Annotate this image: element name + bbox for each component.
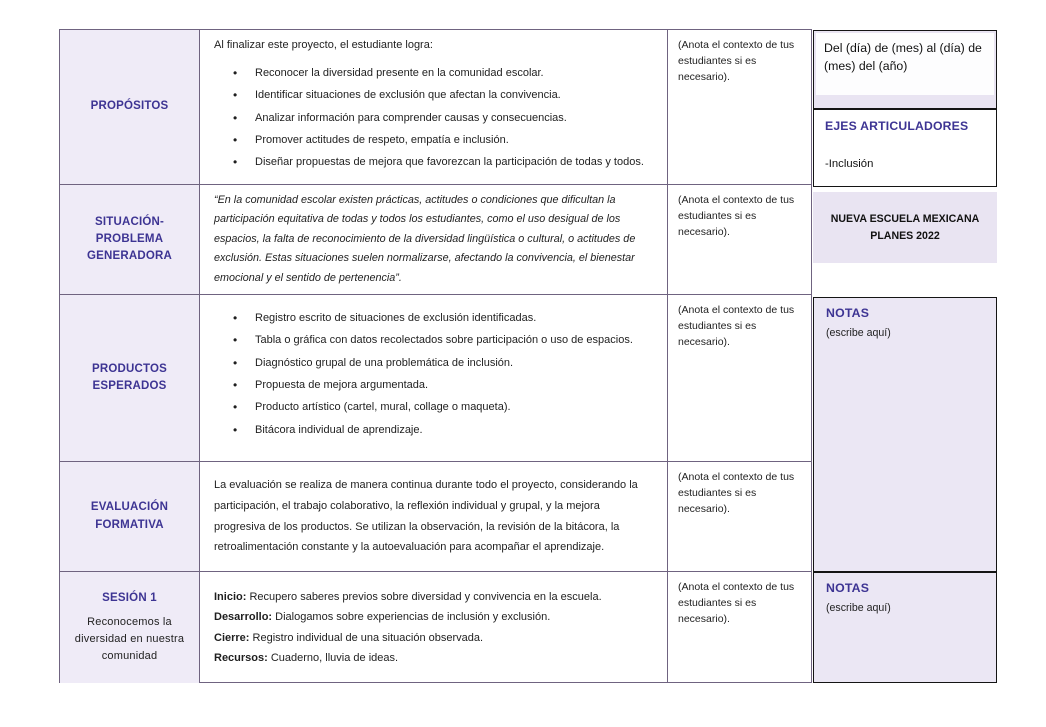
planning-table — [59, 29, 812, 683]
session-line-label: Inicio: — [214, 590, 247, 603]
bullet-item: • Reconocer la diversidad presente en la comunidad escolar. — [233, 66, 651, 81]
situacion-problema-quote: “En la comunidad escolar existen prácticas, actitudes o condiciones que dificultan la participación equitativa de todas y todos los estudiantes, como el uso desigual de los espacios, la falta de reconocimiento de la diversidad lingüística o cultural, o actitudes de exclusión. Estas situaciones suelen normalizarse, afectando la convivencia, el bienestar emocional y el sentido de pertenencia”. — [214, 193, 636, 284]
date-range-box[interactable] — [813, 30, 997, 109]
bullet-item: • Diseñar propuestas de mejora que favorezcan la participación de todas y todos. — [233, 155, 651, 170]
bullet-item: • Identificar situaciones de exclusión que afectan la convivencia. — [233, 88, 651, 103]
ejes-articuladores-item: -Inclusión — [825, 158, 874, 170]
propositos-bullet-list — [233, 66, 651, 170]
row-header-situacion-problema — [60, 185, 200, 295]
ejes-articuladores-title: EJES ARTICULADORES — [825, 119, 969, 133]
row-header-label: SESIÓN 1 — [102, 592, 157, 605]
session-line-label: Recursos: — [214, 651, 268, 664]
session-line-desarrollo — [214, 607, 649, 627]
bullet-item: • Analizar información para comprender causas y consecuencias. — [233, 111, 651, 126]
propositos-content — [200, 30, 668, 185]
situacion-problema-content — [200, 185, 668, 295]
notes-placeholder[interactable]: (escribe aquí) — [826, 327, 891, 339]
session-line-text: Dialogamos sobre experiencias de inclusión y exclusión. — [272, 611, 551, 624]
bullet-item: • Tabla o gráfica con datos recolectados sobre participación o uso de espacios. — [233, 333, 649, 348]
row-header-productos-esperados — [60, 295, 200, 462]
context-note: (Anota el contexto de tus estudiantes si es necesario). — [678, 581, 795, 625]
notes-box-1[interactable] — [813, 297, 997, 572]
productos-bullet-list — [233, 311, 649, 445]
session-line-text: Cuaderno, lluvia de ideas. — [267, 651, 399, 664]
context-note: (Anota el contexto de tus estudiantes si es necesario). — [678, 194, 795, 238]
notes-placeholder[interactable]: (escribe aquí) — [826, 602, 891, 614]
date-range-field[interactable]: Del (día) de (mes) al (día) de (mes) del (año) — [816, 33, 994, 95]
nem-badge — [813, 192, 997, 263]
row-header-label: PROPÓSITOS — [90, 100, 169, 113]
context-note-cell[interactable] — [668, 572, 812, 683]
ejes-articuladores-box — [813, 109, 997, 187]
context-note-cell[interactable] — [668, 30, 812, 185]
nem-badge-line1: NUEVA ESCUELA MEXICANA — [830, 212, 980, 225]
planning-sheet — [59, 29, 999, 683]
nem-badge-line2: PLANES 2022 — [870, 229, 940, 242]
sesion-1-content — [200, 572, 668, 683]
context-note-cell[interactable] — [668, 295, 812, 462]
productos-esperados-content — [200, 295, 668, 462]
row-header-evaluacion-formativa — [60, 462, 200, 572]
context-note: (Anota el contexto de tus estudiantes si es necesario). — [678, 471, 795, 515]
bullet-item: • Bitácora individual de aprendizaje. — [233, 423, 649, 438]
row-header-label: EVALUACIÓN FORMATIVA — [90, 501, 169, 531]
nem-badge-text — [831, 211, 980, 245]
evaluacion-formativa-content — [200, 462, 668, 572]
row-header-propositos — [60, 30, 200, 185]
session-line-recursos — [214, 648, 649, 668]
notes-title: NOTAS — [826, 306, 870, 320]
notes-box-2[interactable] — [813, 572, 997, 683]
bullet-item: • Diagnóstico grupal de una problemática de inclusión. — [233, 356, 649, 371]
session-line-label: Desarrollo: — [214, 611, 273, 624]
context-note-cell[interactable] — [668, 462, 812, 572]
session-line-text: Registro individual de una situación observada. — [249, 631, 484, 644]
session-line-label: Cierre: — [214, 631, 250, 644]
propositos-intro: Al finalizar este proyecto, el estudiante logra: — [214, 39, 433, 51]
evaluacion-formativa-text: La evaluación se realiza de manera continua durante todo el proyecto, considerando la participación, el trabajo colaborativo, la reflexión individual y grupal, y la mejora progresiva de los productos. Se utilizan la observación, la revisión de la bitácora, la retroalimentación constante y la autoevaluación para acompañar el aprendizaje. — [214, 478, 638, 554]
context-note: (Anota el contexto de tus estudiantes si es necesario). — [678, 304, 795, 348]
bullet-item: • Producto artístico (cartel, mural, collage o maqueta). — [233, 400, 649, 415]
row-header-label: SITUACIÓN-PROBLEMA GENERADORA — [86, 215, 173, 263]
row-header-sesion-1 — [60, 572, 200, 683]
bullet-item: • Promover actitudes de respeto, empatía e inclusión. — [233, 133, 651, 148]
context-note: (Anota el contexto de tus estudiantes si es necesario). — [678, 39, 795, 83]
session-line-inicio — [214, 587, 649, 607]
notes-title: NOTAS — [826, 581, 870, 595]
row-header-label: PRODUCTOS ESPERADOS — [91, 362, 168, 392]
context-note-cell[interactable] — [668, 185, 812, 295]
sesion-1-subtitle: Reconocemos la diversidad en nuestra comunidad — [74, 615, 185, 662]
session-line-text: Recupero saberes previos sobre diversidad y convivencia en la escuela. — [246, 590, 602, 603]
bullet-item: • Propuesta de mejora argumentada. — [233, 378, 649, 393]
session-line-cierre — [214, 628, 649, 648]
bullet-item: • Registro escrito de situaciones de exclusión identificadas. — [233, 311, 649, 326]
